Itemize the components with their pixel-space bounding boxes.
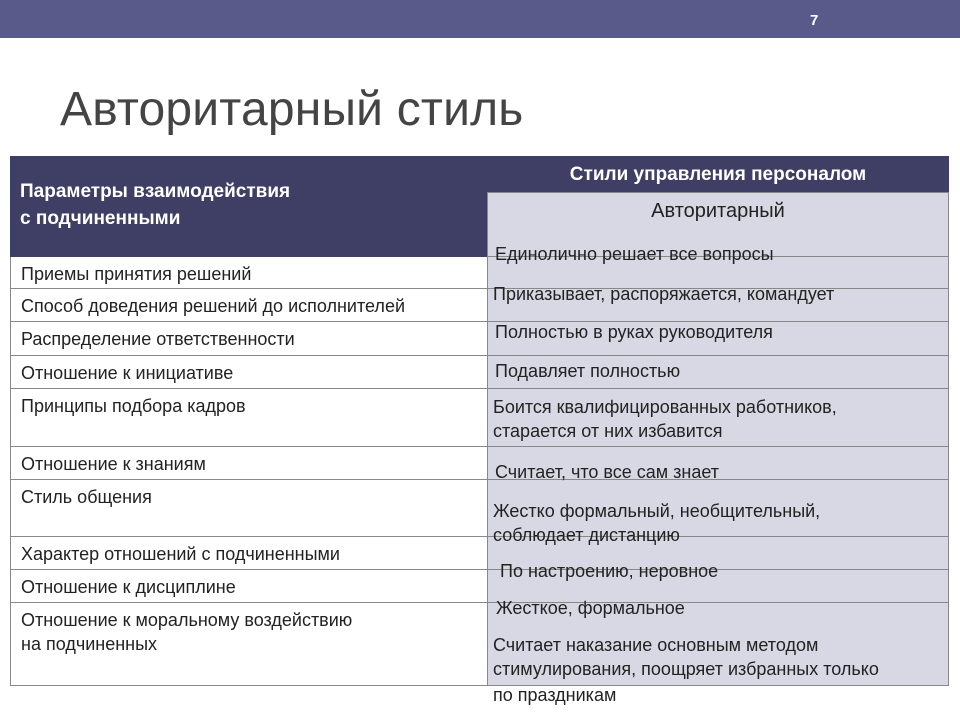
param-text: Способ доведения решений до исполнителей <box>21 296 406 316</box>
table-left-header <box>10 156 488 257</box>
value-text: По настроению, неровное <box>500 561 719 581</box>
param-text: Характер отношений с подчиненными <box>21 544 340 564</box>
table-right-subheader: Авторитарный <box>487 192 949 257</box>
table-row-param <box>10 447 488 480</box>
table-row-param <box>10 289 488 322</box>
param-text: Стиль общения <box>21 487 152 507</box>
value-text: старается от них избавится <box>493 421 723 441</box>
value-text: Единолично решает все вопросы <box>495 244 774 264</box>
table-right-header: Стили управления персоналом <box>487 156 949 193</box>
table-row-param <box>10 389 488 447</box>
table-row-param <box>10 537 488 570</box>
left-header-line-2: с подчиненными <box>20 208 181 229</box>
value-text: по праздникам <box>493 685 617 705</box>
value-text: Считает наказание основным методом <box>493 635 819 655</box>
param-text: Отношение к дисциплине <box>21 577 236 597</box>
param-text: на подчиненных <box>21 634 158 654</box>
value-text: Полностью в руках руководителя <box>495 322 773 342</box>
param-text: Отношение к инициативе <box>21 363 234 383</box>
value-text: Считает, что все сам знает <box>495 462 719 482</box>
value-text: Приказывает, распоряжается, командует <box>493 284 835 304</box>
table-row-param <box>10 322 488 356</box>
table-row-param <box>10 570 488 603</box>
table-row-param <box>10 603 488 686</box>
value-text: стимулирования, поощряет избранных только <box>493 659 879 679</box>
slide-number: 7 <box>810 12 819 29</box>
slide-title: Авторитарный стиль <box>60 83 524 136</box>
left-header-line-1: Параметры взаимодействия <box>20 181 291 202</box>
value-text: Жесткое, формальное <box>496 598 685 618</box>
value-text: Подавляет полностью <box>495 361 681 381</box>
table-row-param <box>10 257 488 289</box>
param-text: Принципы подбора кадров <box>21 396 246 416</box>
value-text: соблюдает дистанцию <box>493 525 680 545</box>
param-text: Распределение ответственности <box>21 329 295 349</box>
value-text: Боится квалифицированных работников, <box>493 397 837 417</box>
value-text: Жестко формальный, необщительный, <box>493 501 821 521</box>
param-text: Отношение к знаниям <box>21 454 206 474</box>
table-row-param <box>10 480 488 537</box>
param-text: Отношение к моральному воздействию <box>21 610 353 630</box>
table-row-param <box>10 356 488 389</box>
param-text: Приемы принятия решений <box>21 264 252 284</box>
